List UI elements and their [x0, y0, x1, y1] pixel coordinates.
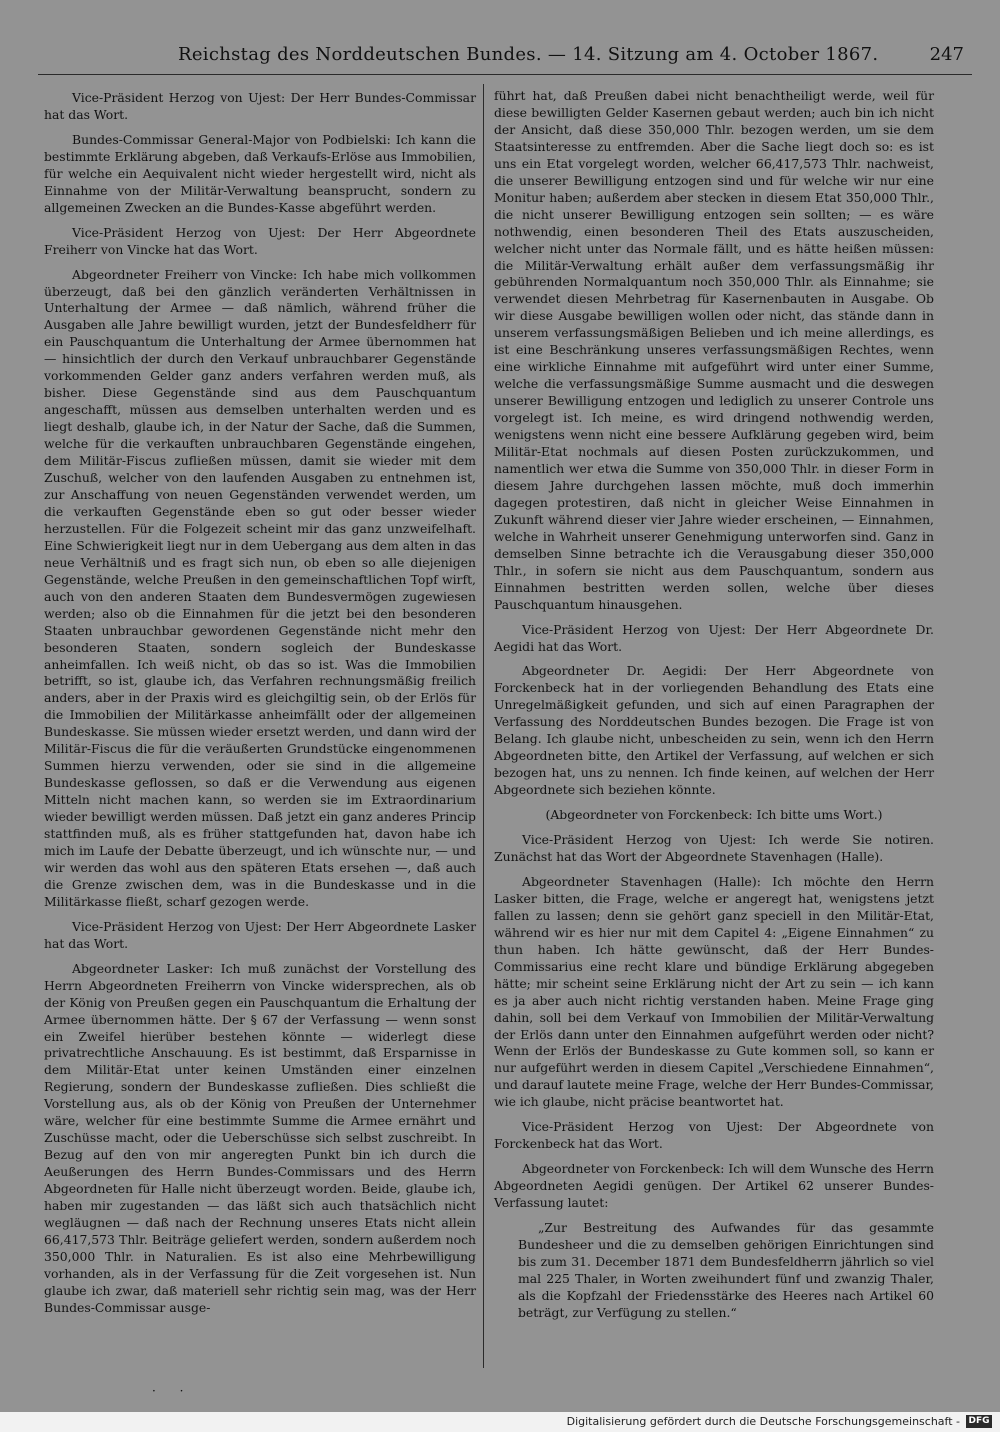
paragraph: führt hat, daß Preußen dabei nicht benachtheiligt werde, weil für diese bewilligten Gelder Kasernen gebaut werden; auch bin ich nicht der Ansicht, daß diese 350,000 Thlr. bezogen werden, um sie dem Staatsinteresse zu entfremden. Aber die Sache liegt doch so: es ist uns ein Etat vorgelegt worden, welcher 66,417,573 Thlr. nachweist, die unserer Bewilligung entzogen sind und für welche wir nur eine Monitur haben; außerdem aber stecken in diesem Etat 350,000 Thlr., die nicht unserer Bewilligung entzogen sein sollten; — es wäre nothwendig, einen besonderen Theil des Etats auszuscheiden, welcher nicht unter das Normale fällt, und es hätte heißen müssen: die Militär-Verwaltung erhält außer dem verfassungsmäßig ihr gebührenden Normalquantum noch 350,000 Thlr. als Einnahme; sie verwendet diesen Mehrbetrag für Kasernenbauten in Ausgabe. Ob wir diese Ausgabe bewilligen wollen oder nicht, das stände dann in unserem verfassungsmäßigen Belieben und ich meine allerdings, es ist eine Beschränkung unseres verfassungsmäßigen Rechtes, wenn eine wirkliche Einnahme mit aufgeführt wird unter einer Summe, welche die verfassungsmäßige Summe ausmacht und die deswegen unserer Bewilligung entzogen und lediglich zu unserer Controle uns vorgelegt ist. Ich meine, es wird dringend nothwendig werden, wenigstens wenn nicht eine bessere Aufklärung gegeben wird, beim Militär-Etat nochmals auf diesen Posten zurückzukommen, und namentlich wer etwa die Summe von 350,000 Thlr. in dieser Form in diesem Jahre durchgehen lassen möchte, muß doch immerhin dagegen protestiren, daß nicht in gleicher Weise Einnahmen in Zukunft während dieser vier Jahre wieder erscheinen, — Einnahmen, welche in Wahrheit unserer Genehmigung unterworfen sind. Ganz in demselben Sinne betrachte ich die Verausgabung dieser 350,000 Thlr., in sofern sie nicht aus dem Pauschquantum, sondern aus Einnahmen bestritten werden sollen, welche über dieses Pauschquantum hinausgehen.: [494, 88, 934, 612]
quoted-article: „Zur Bestreitung des Aufwandes für das gesammte Bundesheer und die zu demselben gehörigen Einrichtungen sind bis zum 31. December 1871 dem Bundesfeldherrn jährlich so viel mal 225 Thaler, in Worten zweihundert fünf und zwanzig Thaler, als die Kopfzahl der Friedensstärke des Heeres nach Artikel 60 beträgt, zur Verfügung zu stellen.“: [518, 1220, 934, 1320]
paragraph: Abgeordneter von Forckenbeck: Ich will dem Wunsche des Herrn Abgeordneten Aegidi genügen. Der Artikel 62 unserer Bundes-Verfassung lautet:: [494, 1161, 934, 1211]
paragraph: Vice-Präsident Herzog von Ujest: Ich werde Sie notiren. Zunächst hat das Wort der Abgeordnete Stavenhagen (Halle).: [494, 832, 934, 864]
paragraph: Abgeordneter Lasker: Ich muß zunächst der Vorstellung des Herrn Abgeordneten Freiherrn von Vincke widersprechen, als ob der König von Preußen gegen ein Pauschquantum die Erhaltung der Armee übernommen hätte. Der § 67 der Verfassung — wenn sonst ein Zweifel hierüber bestehen könnte — widerlegt diese privatrechtliche Anschauung. Es ist bestimmt, daß Ersparnisse in dem Militär-Etat unter keinen Umständen einer einzelnen Regierung, sondern der Bundeskasse zufließen. Dies schließt die Vorstellung aus, als ob der König von Preußen der Unternehmer wäre, welcher für eine bestimmte Summe die Armee ernährt und Zuschüsse macht, oder die Ueberschüsse sich selbst zuschreibt. In Bezug auf den von mir angeregten Punkt bin ich durch die Aeußerungen des Herrn Bundes-Commissars und des Herrn Abgeordneten für Halle nicht überzeugt worden. Beide, glaube ich, haben mir zugestanden — das läßt sich auch thatsächlich nicht wegläugnen — daß nach der Rechnung unseres Etats nicht allein 66,417,573 Thlr. Beiträge geliefert werden, sondern außerdem noch 350,000 Thlr. in Naturalien. Es ist also eine Mehrbewilligung vorhanden, als in der Verfassung für die Zeit vorgesehen ist. Nun glaube ich zwar, daß materiell sehr richtig sein mag, was der Herr Bundes-Commissar ausge-: [44, 960, 476, 1315]
page-number: 247: [929, 44, 964, 65]
column-divider: [483, 84, 484, 1368]
left-column: [44, 90, 476, 1325]
funding-note: Digitalisierung gefördert durch die Deutsche Forschungsgemeinschaft -: [566, 1415, 960, 1428]
paragraph: Abgeordneter Freiherr von Vincke: Ich habe mich vollkommen überzeugt, daß bei den gänzlich veränderten Verhältnissen in Unterhaltung der Armee — daß nämlich, während früher die Ausgaben alle Jahre bewilligt wurden, jetzt der Bundesfeldherr für ein Pauschquantum die Unterhaltung der Armee übernommen hat — hinsichtlich der durch den Verkauf unbrauchbarer Gegenstände vorkommenden Gelder ganz anders verfahren werden muß, als bisher. Diese Gegenstände sind aus dem Pauschquantum angeschafft, müssen aus demselben unterhalten werden und es liegt deshalb, glaube ich, in der Natur der Sache, daß die Summen, welche für die verkauften unbrauchbaren Gegenstände eingehen, dem Militär-Fiscus zufließen müssen, damit sie wieder mit dem Zuschuß, welcher von den laufenden Ausgaben zu entnehmen ist, zur Anschaffung von neuen Gegenständen verwendet werden, um die verkauften Gegenstände eben so gut oder besser wieder herzustellen. Für die Folgezeit scheint mir das ganz unzweifelhaft. Eine Schwierigkeit liegt nur in dem Uebergang aus dem alten in das neue Verhältniß und es fragt sich nun, ob eben so alle diejenigen Gegenstände, welche Preußen in den gemeinschaftlichen Topf wirft, auch von den anderen Staaten dem Bundesvermögen zugewiesen werden; also ob die Einnahmen für die jetzt bei den besonderen Staaten unbrauchbar gewordenen Gegenstände nicht mehr den besonderen Staaten, sondern sogleich der Bundeskasse anheimfallen. Ich weiß nicht, ob das so ist. Was die Immobilien betrifft, so ist, glaube ich, das Verfahren rechnungsmäßig freilich anders, aber in der Praxis wird es gleichgiltig sein, ob der Erlös für die Immobilien der Militärkasse anheimfällt oder der allgemeinen Bundeskasse. Sie müssen wieder ersetzt werden, und dann wird der Militär-Fiscus die für die veräußerten Grundstücke eingenommenen Summen hierzu verwenden, oder sie sind in die allgemeine Bundeskasse geflossen, so daß er die Verwendung aus eigenen Mitteln nicht machen kann, so werden sie im Extraordinarium wieder bewilligt werden müssen. Daß jetzt ein ganz anderes Princip stattfinden muß, als es früher stattgefunden hat, davon habe ich mich im Laufe der Debatte überzeugt, und ich wünschte nur, — und wir werden das wohl aus den späteren Etats ersehen —, daß auch die Grenze zwischen dem, was in die Bundeskasse und in die Militärkasse fließt, scharf gezogen werde.: [44, 266, 476, 909]
running-title: Reichstag des Norddeutschen Bundes. — 14. Sitzung am 4. October 1867.: [178, 44, 879, 65]
paragraph: Abgeordneter Stavenhagen (Halle): Ich möchte den Herrn Lasker bitten, die Frage, welche er angeregt hat, wenigstens jetzt fallen zu lassen; denn sie gehört ganz speciell in den Militär-Etat, während wir es hier nur mit dem Capitel 4: „Eigene Einnahmen“ zu thun haben. Ich hätte gewünscht, daß der Herr Bundes-Commissarius eine recht klare und bündige Erklärung abgegeben hätte; mir scheint seine Erklärung nicht der Art zu sein — ich kann es ja aber auch nicht richtig verstanden haben. Meine Frage ging dahin, soll bei dem Verkauf von Immobilien der Militär-Verwaltung der Erlös dann unter den Einnahmen aufgeführt werden oder nicht? Wenn der Erlös der Bundeskasse zu Gute kommen soll, so kann er nur aufgeführt werden in diesem Capitel „Verschiedene Einnahmen“, und darauf lautete meine Frage, welche der Herr Bundes-Commissar, wie ich glaube, nicht präcise beantwortet hat.: [494, 873, 934, 1110]
footer-bar: [0, 1412, 1000, 1432]
paragraph: Abgeordneter Dr. Aegidi: Der Herr Abgeordnete von Forckenbeck hat in der vorliegenden Behandlung des Etats eine Unregelmäßigkeit gefunden, und sich auf einen Paragraphen der Verfassung des Norddeutschen Bundes bezogen. Die Frage ist von Belang. Ich glaube nicht, unbescheiden zu sein, wenn ich den Herrn Abgeordneten bitte, den Artikel der Verfassung, auf welchen er sich bezogen hat, uns zu nennen. Ich finde keinen, auf welchen der Herr Abgeordnete sich beziehen könnte.: [494, 663, 934, 798]
paragraph: Vice-Präsident Herzog von Ujest: Der Abgeordnete von Forckenbeck hat das Wort.: [494, 1119, 934, 1152]
header-rule: [38, 74, 972, 75]
paragraph: Bundes-Commissar General-Major von Podbielski: Ich kann die bestimmte Erklärung abgeben, daß Verkaufs-Erlöse aus Immobilien, für welche ein Aequivalent nicht wieder hergestellt wird, nicht als Einnahme von der Militär-Verwaltung beansprucht, sondern zu allgemeinen Zwecken an die Bundes-Kasse abgeführt werden.: [44, 131, 476, 215]
scan-specks: · ·: [152, 1384, 194, 1398]
right-column: [494, 88, 934, 1330]
paragraph: Vice-Präsident Herzog von Ujest: Der Herr Bundes-Commissar hat das Wort.: [44, 90, 476, 122]
paragraph: Vice-Präsident Herzog von Ujest: Der Herr Abgeordnete Lasker hat das Wort.: [44, 918, 476, 951]
interjection: (Abgeordneter von Forckenbeck: Ich bitte ums Wort.): [545, 807, 883, 823]
page-header: [38, 44, 970, 68]
dfg-logo: DFG: [966, 1415, 992, 1428]
paragraph: Vice-Präsident Herzog von Ujest: Der Herr Abgeordnete Freiherr von Vincke hat das Wort.: [44, 224, 476, 257]
paragraph: Vice-Präsident Herzog von Ujest: Der Herr Abgeordnete Dr. Aegidi hat das Wort.: [494, 621, 934, 654]
